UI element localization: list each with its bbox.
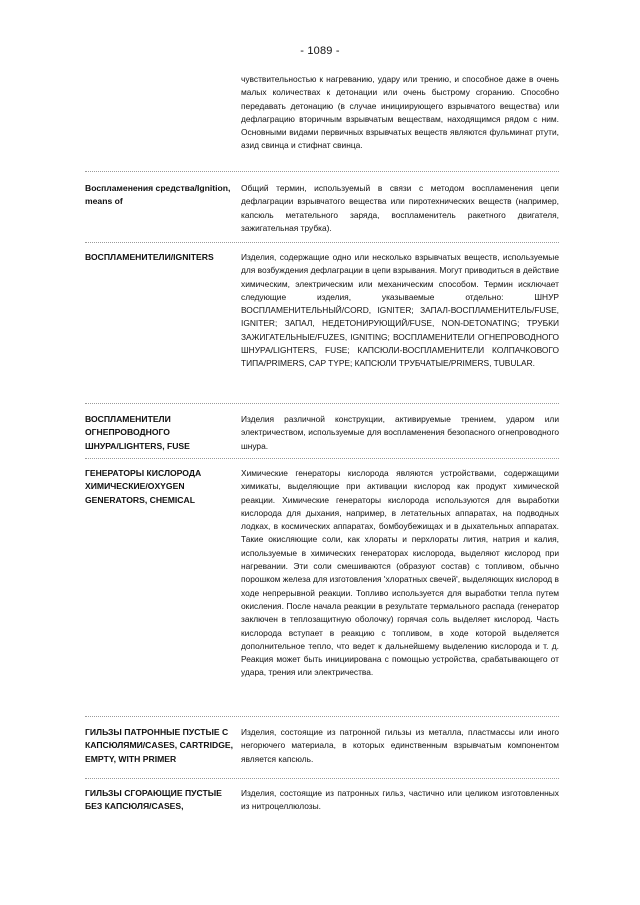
entry-definition: Изделия, состоящие из патронных гильз, частично или целиком изготовленных из нитроцеллюлозы. — [241, 788, 559, 812]
entry-divider — [85, 778, 559, 779]
entry-term: ГИЛЬЗЫ СГОРАЮЩИЕ ПУСТЫЕ БЕЗ КАПСЮЛЯ/CASES, — [85, 788, 222, 812]
entry-definition: Изделия различной конструкции, активируемые трением, ударом или электричеством, используемые для воспламенения безопасного огнепроводного шнура. — [241, 414, 559, 451]
entry-divider — [85, 458, 559, 459]
entry-term: ГИЛЬЗЫ ПАТРОННЫЕ ПУСТЫЕ С КАПСЮЛЯМИ/CASES, CARTRIDGE, EMPTY, WITH PRIMER — [85, 727, 234, 764]
entry-term: ГЕНЕРАТОРЫ КИСЛОРОДА ХИМИЧЕСКИЕ/OXYGEN GENERATORS, CHEMICAL — [85, 468, 202, 505]
entry-term: ВОСПЛАМЕНИТЕЛИ ОГНЕПРОВОДНОГО ШНУРА/LIGHTERS, FUSE — [85, 414, 190, 451]
entry-divider — [85, 716, 559, 717]
entry-divider — [85, 242, 559, 243]
entry-term: Воспламенения средства/Ignition, means of — [85, 183, 231, 207]
entry-definition: Химические генераторы кислорода являются устройствами, содержащими химикаты, выделяющие при активации кислород как продукт химической реакции. Химические генераторы кислорода используются для выработки кислорода для дыхания, например, в летательных аппаратах, на подводных лодках, в космических аппаратах, бомбоубежищах и в дыхательных аппаратах. Такие окисляющие соли, как хлораты и перхлораты лития, натрия и калия, используемые в химических генераторах кислорода, выделяют кислород при нагревании. Эти соли смешиваются (образуют состав) с топливом, обычно порошком железа для изготовления 'хлоратных свечей', выделяющих кислород в ходе непрерывной реакции. Топливо используется для выработки тепла путем окисления. После начала реакции в результате термального распада (генератор заключен в теплозащитную оболочку) горячая соль выделяет кислород. Часть кислорода вступает в реакцию с топливом, в ходе которой выделяется дополнительное тепло, что ведет к дальнейшему выделению кислорода и т. д. Реакция может быть инициирована с помощью устройства, срабатывающего от удара, трения или электричества. — [241, 468, 559, 678]
entry-divider — [85, 403, 559, 404]
entry-divider — [85, 171, 559, 172]
entry-term: ВОСПЛАМЕНИТЕЛИ/IGNITERS — [85, 252, 214, 262]
entry-definition: Изделия, содержащие одно или несколько взрывчатых веществ, используемые для возбуждения дефлаграции в цепи взрывания. Могут приводиться в действие химическим, электрическим или механическим способом. Термин исключает следующие изделия, указываемые отдельно: ШНУР ВОСПЛАМЕНИТЕЛЬНЫЙ/CORD, IGNITER; ЗАПАЛ-ВОСПЛАМЕНИТЕЛЬ/FUSE, IGNITER; ЗАПАЛ, НЕДЕТОНИРУЮЩИЙ/FUSE, NON-DETONATING; ТРУБКИ ЗАЖИГАТЕЛЬНЫЕ/FUZES, IGNITING; ВОСПЛАМЕНИТЕЛИ ОГНЕПРОВОДНОГО ШНУРА/LIGHTERS, FUSE; КАПСЮЛИ-ВОСПЛАМЕНИТЕЛИ КОЛПАЧКОВОГО ТИПА/PRIMERS, CAP TYPE; КАПСЮЛИ ТРУБЧАТЫЕ/PRIMERS, TUBULAR. — [241, 252, 559, 369]
entry-definition: Общий термин, используемый в связи с методом воспламенения цепи дефлаграции взрывчатого вещества или пиротехнических веществ (например, капсюль метательного заряда, воспламенитель ракетного двигателя, зажигательная трубка). — [241, 183, 559, 233]
continued-definition-text: чувствительностью к нагреванию, удару или трению, и способное даже в очень малых количествах к детонации или очень быстрому сгоранию. Способно передавать детонацию (в случае инициирующего взрывчатого вещества) или дефлаграцию вторичным взрывчатым веществам, находящимся рядом с ним. Основными видами первичных взрывчатых веществ являются фульминат ртути, азид свинца и стифнат свинца. — [241, 74, 559, 151]
entry-definition: Изделия, состоящие из патронной гильзы из металла, пластмассы или иного негорючего материала, в которых единственным взрывчатым компонентом является капсюль. — [241, 727, 559, 764]
page-number: - 1089 - — [300, 45, 340, 57]
